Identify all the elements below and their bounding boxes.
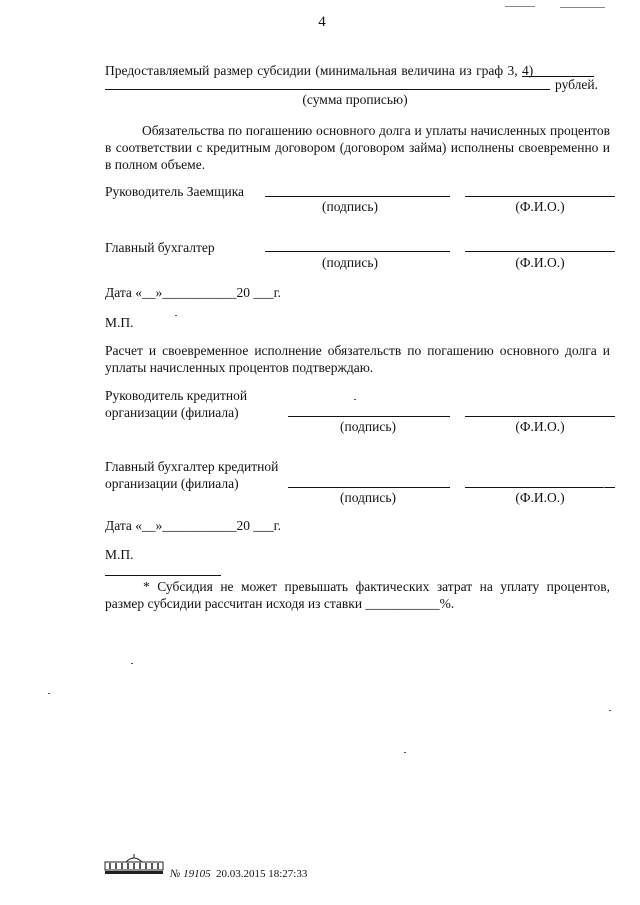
registry-logo [104, 853, 164, 875]
scan-artifact [560, 7, 605, 8]
borrower-accountant-signature-line[interactable] [265, 251, 450, 252]
bank-head-name-line[interactable] [465, 416, 615, 417]
stamp-placeholder: М.П. [105, 315, 134, 330]
name-caption: (Ф.И.О.) [515, 419, 565, 434]
footnote [105, 578, 610, 612]
scan-artifact [505, 6, 535, 7]
sign-caption: (подпись) [321, 255, 379, 270]
bank-accountant-label-line1: Главный бухгалтер кредитной [105, 459, 279, 474]
sign-caption: (подпись) [321, 199, 379, 214]
bank-accountant-label-line2: организации (филиала) [105, 476, 239, 491]
borrower-head-label: Руководитель Заемщика [105, 184, 245, 199]
sign-caption: (подпись) [339, 490, 397, 505]
borrower-head-signature-line[interactable] [265, 196, 450, 197]
footnote-text: * Субсидия не может превышать фактических затрат на уплату процентов, размер субсидии рассчитан исходя из ставки ___________%. [105, 579, 610, 611]
borrower-accountant-label: Главный бухгалтер [105, 240, 215, 255]
scan-dot [175, 315, 177, 316]
subsidy-label: Предоставляемый размер субсидии (минимальная величина из граф 3, 4) [105, 63, 534, 78]
footnote-separator [105, 575, 221, 576]
scan-dot [131, 663, 133, 664]
footer-timestamp: 20.03.2015 18:27:33 [216, 868, 308, 880]
obligations-text: Обязательства по погашению основного долга и уплаты начисленных процентов в соответствии с кредитным договором (договором займа) исполнены своевременно и в полном объеме. [105, 123, 610, 172]
borrower-accountant-name-line[interactable] [465, 251, 615, 252]
sign-caption: (подпись) [339, 419, 397, 434]
confirmation-paragraph [105, 342, 610, 376]
scan-dot [404, 752, 406, 753]
registry-logo-icon [104, 853, 164, 875]
scan-dot [603, 487, 605, 488]
bank-head-label-line1: Руководитель кредитной [105, 388, 248, 403]
sum-caption: (сумма прописью) [302, 92, 408, 107]
scan-dot [48, 693, 50, 694]
scan-dot [354, 399, 356, 400]
name-caption: (Ф.И.О.) [515, 490, 565, 505]
date-line: Дата «__»___________20 ___г. [105, 518, 282, 533]
confirmation-text: Расчет и своевременное исполнение обязательств по погашению основного долга и уплаты начисленных процентов подтверждаю. [105, 343, 610, 375]
bank-head-label-line2: организации (филиала) [105, 405, 239, 420]
borrower-head-name-line[interactable] [465, 196, 615, 197]
subsidy-words-line [105, 89, 550, 90]
bank-accountant-signature-line[interactable] [288, 487, 450, 488]
name-caption: (Ф.И.О.) [515, 255, 565, 270]
page-number: 4 [318, 14, 326, 30]
obligations-paragraph [105, 122, 610, 173]
footer-doc-number: № 19105 [170, 868, 211, 880]
stamp-placeholder: М.П. [105, 547, 134, 562]
date-line: Дата «__»___________20 ___г. [105, 285, 282, 300]
bank-head-signature-line[interactable] [288, 416, 450, 417]
name-caption: (Ф.И.О.) [515, 199, 565, 214]
currency-label: рублей. [555, 77, 599, 92]
scan-dot [609, 710, 611, 711]
bank-accountant-name-line[interactable] [465, 487, 615, 488]
